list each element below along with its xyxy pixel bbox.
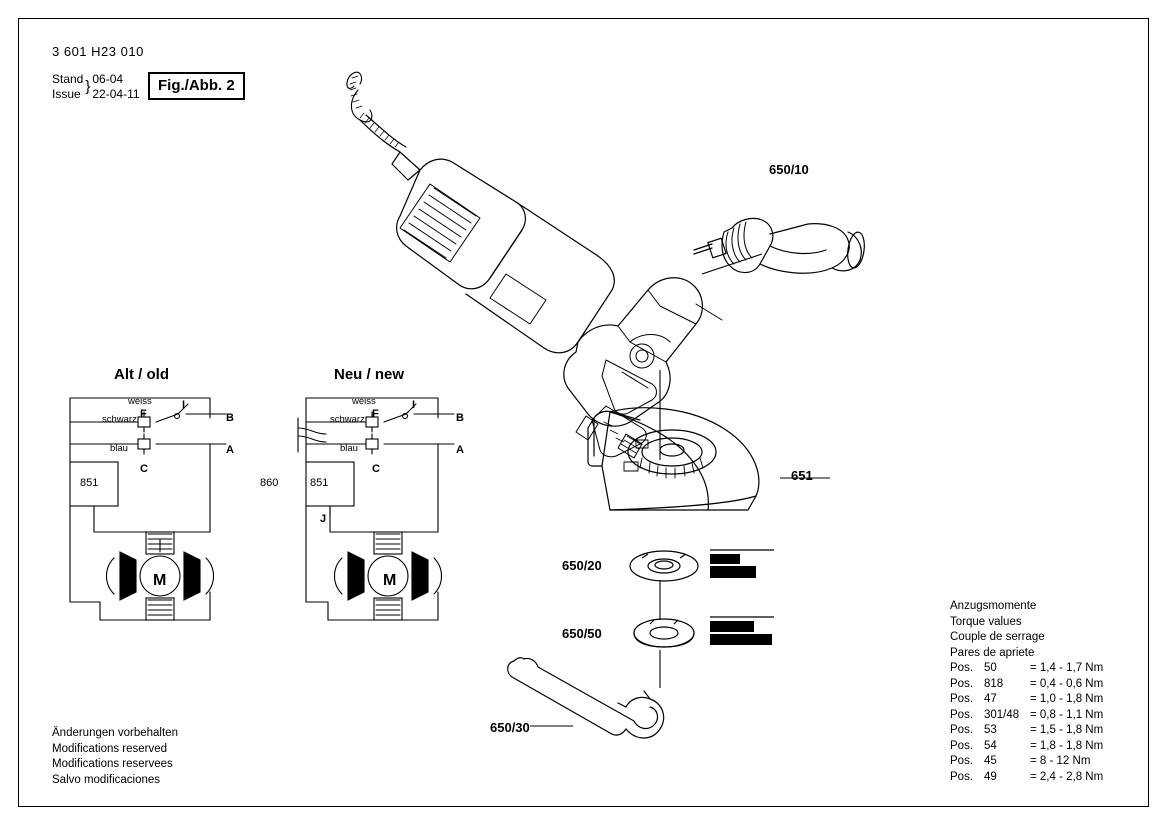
issue-label: Issue bbox=[52, 87, 81, 101]
callout-guard: 651 bbox=[791, 468, 813, 483]
wire-label-black-new: schwarz bbox=[330, 414, 365, 425]
torque-pos: Pos. bbox=[950, 724, 974, 736]
torque-pos: Pos. bbox=[950, 662, 974, 674]
wire-label-blue-old: blau bbox=[110, 443, 128, 454]
torque-val: = 2,4 - 2,8 Nm bbox=[1030, 770, 1104, 783]
terminal-f-old: F bbox=[140, 408, 147, 420]
torque-pos: Pos. bbox=[950, 755, 974, 767]
torque-pos: Pos. bbox=[950, 770, 974, 783]
part-number: 3 601 H23 010 bbox=[52, 44, 144, 59]
table-row bbox=[950, 754, 1103, 770]
torque-num: 53 bbox=[984, 724, 997, 736]
torque-heading-en: Torque values bbox=[950, 615, 1022, 628]
torque-val: = 1,8 - 1,8 Nm bbox=[1030, 739, 1104, 752]
stand-label: Stand bbox=[52, 72, 84, 86]
table-row bbox=[950, 739, 1103, 755]
disclaimer-block bbox=[52, 726, 178, 788]
terminal-b-old: B bbox=[226, 412, 234, 424]
torque-block bbox=[950, 599, 1103, 785]
disclaimer-en: Modifications reserved bbox=[52, 742, 168, 755]
torque-val: = 8 - 12 Nm bbox=[1030, 755, 1091, 767]
terminal-a-new: A bbox=[456, 444, 464, 456]
schematic-title-old: Alt / old bbox=[114, 366, 169, 383]
table-row bbox=[950, 708, 1103, 724]
wire-label-white-new: weiss bbox=[352, 396, 376, 407]
figure-badge: Fig./Abb. 2 bbox=[148, 72, 245, 100]
schematic-title-new: Neu / new bbox=[334, 366, 405, 383]
torque-heading-de: Anzugsmomente bbox=[950, 600, 1037, 612]
disclaimer-de: Änderungen vorbehalten bbox=[52, 727, 178, 739]
callout-wrench: 650/30 bbox=[490, 720, 530, 735]
issue-value: 22-04-11 bbox=[92, 87, 140, 101]
wire-label-white-old: weiss bbox=[128, 396, 152, 407]
brace: } bbox=[85, 78, 91, 95]
torque-pos: Pos. bbox=[950, 693, 974, 705]
callout-handle: 650/10 bbox=[769, 162, 809, 177]
module-851-old: 851 bbox=[80, 477, 99, 489]
torque-num: 49 bbox=[984, 770, 997, 783]
wire-label-blue-new: blau bbox=[340, 443, 358, 454]
torque-heading-fr: Couple de serrage bbox=[950, 631, 1045, 643]
torque-val: = 1,0 - 1,8 Nm bbox=[1030, 693, 1104, 705]
disclaimer-fr: Modifications reservees bbox=[52, 758, 173, 770]
callout-flange: 650/20 bbox=[562, 558, 602, 573]
torque-pos: Pos. bbox=[950, 708, 974, 721]
terminal-i-old: I bbox=[182, 399, 186, 411]
torque-num: 45 bbox=[984, 755, 997, 767]
torque-pos: Pos. bbox=[950, 677, 974, 690]
terminal-f-new: F bbox=[372, 408, 379, 420]
torque-num: 47 bbox=[984, 693, 997, 705]
callout-nut: 650/50 bbox=[562, 626, 602, 641]
torque-val: = 0,8 - 1,1 Nm bbox=[1030, 708, 1104, 721]
wire-label-black-old: schwarz bbox=[102, 414, 137, 425]
table-row bbox=[950, 723, 1103, 739]
table-row bbox=[950, 661, 1103, 677]
torque-heading-es: Pares de apriete bbox=[950, 646, 1035, 659]
terminal-i-new: I bbox=[412, 399, 416, 411]
torque-table bbox=[950, 661, 1103, 785]
revision-block bbox=[52, 72, 142, 102]
terminal-b-new: B bbox=[456, 412, 464, 424]
motor-label-old: M bbox=[153, 572, 167, 589]
torque-num: 818 bbox=[984, 677, 1004, 690]
terminal-a-old: A bbox=[226, 444, 234, 456]
torque-val: = 1,4 - 1,7 Nm bbox=[1030, 662, 1104, 674]
terminal-c-old: C bbox=[140, 463, 148, 475]
torque-num: 50 bbox=[984, 662, 997, 674]
module-860-new: 860 bbox=[260, 477, 279, 489]
terminal-j-new: J bbox=[320, 513, 327, 525]
stand-value: 06-04 bbox=[92, 72, 124, 86]
table-row bbox=[950, 677, 1103, 693]
terminal-c-new: C bbox=[372, 463, 380, 475]
torque-pos: Pos. bbox=[950, 739, 974, 752]
torque-val: = 1,5 - 1,8 Nm bbox=[1030, 724, 1104, 736]
table-row bbox=[950, 692, 1103, 708]
table-row bbox=[950, 770, 1103, 786]
motor-label-new: M bbox=[383, 572, 397, 589]
disclaimer-es: Salvo modificaciones bbox=[52, 773, 161, 786]
torque-val: = 0,4 - 0,6 Nm bbox=[1030, 677, 1104, 690]
module-851-new: 851 bbox=[310, 477, 329, 489]
wiring-diagram-new bbox=[288, 392, 508, 660]
torque-num: 301/48 bbox=[984, 708, 1020, 721]
torque-num: 54 bbox=[984, 739, 997, 752]
wiring-diagram-old bbox=[60, 392, 280, 660]
